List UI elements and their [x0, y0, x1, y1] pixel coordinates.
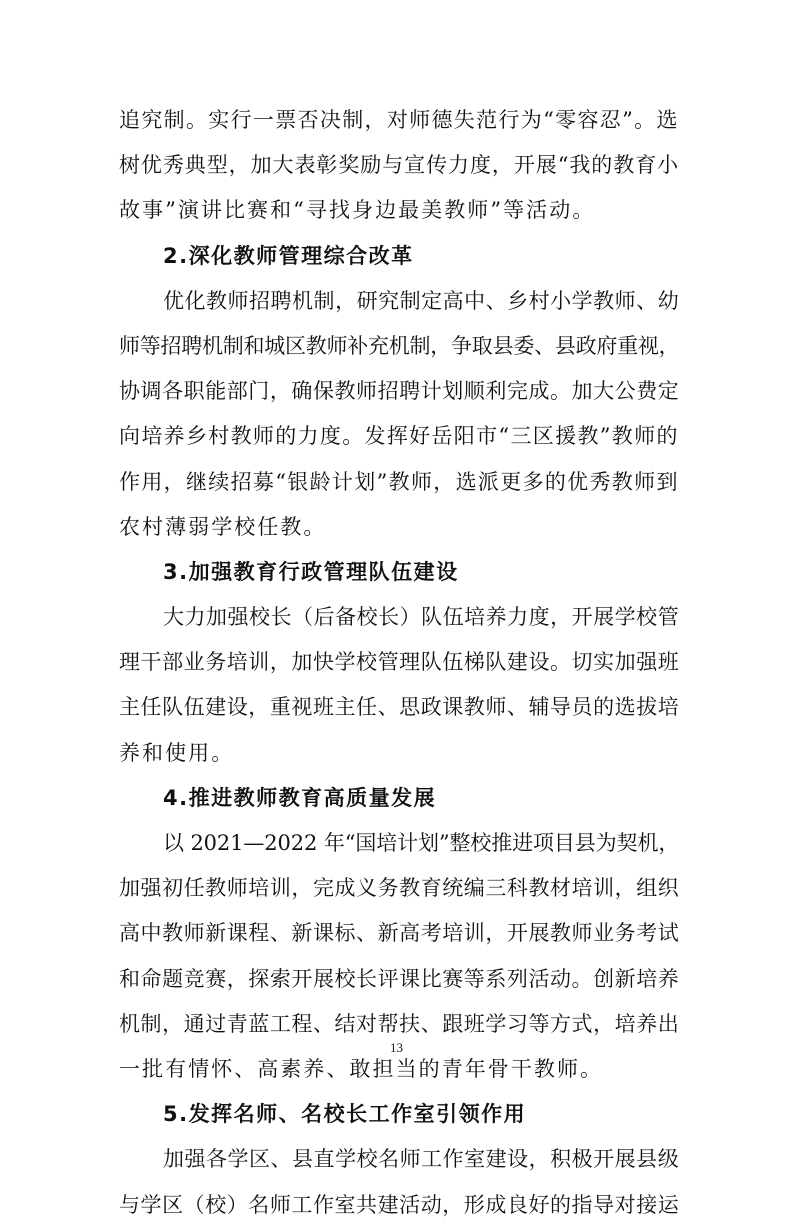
body-line: 和命题竞赛，探索开展校长评课比赛等系列活动。创新培养: [119, 966, 680, 991]
body-line: 高中教师新课程、新课标、新高考培训，开展教师业务考试: [119, 921, 680, 946]
body-line: 农村薄弱学校任教。: [119, 514, 327, 539]
body-line: 机制，通过青蓝工程、结对帮扶、跟班学习等方式，培养出: [119, 1011, 680, 1036]
page-number: 13: [390, 1040, 403, 1055]
body-line: 协调各职能部门，确保教师招聘计划顺利完成。加大公费定: [119, 379, 680, 404]
body-line: 优化教师招聘机制，研究制定高中、乡村小学教师、幼: [163, 288, 680, 313]
body-line: 主任队伍建设，重视班主任、思政课教师、辅导员的选拔培: [119, 695, 680, 720]
body-line: 向培养乡村教师的力度。发挥好岳阳市“三区援教”教师的: [119, 424, 679, 449]
body-line: 故事”演讲比赛和“寻找身边最美教师”等活动。: [119, 198, 596, 223]
body-line: 加强各学区、县直学校名师工作室建设，积极开展县级: [163, 1147, 680, 1172]
body-line: 大力加强校长（后备校长）队伍培养力度，开展学校管: [163, 605, 680, 630]
body-line: 加强初任教师培训，完成义务教育统编三科教材培训，组织: [119, 876, 680, 901]
body-line: 一批有情怀、高素养、敢担当的青年骨干教师。: [119, 1056, 604, 1081]
section-heading-3: 3.加强教育行政管理队伍建设: [163, 559, 459, 584]
body-line: 树优秀典型，加大表彰奖励与宣传力度，开展“我的教育小: [119, 153, 680, 178]
section-heading-2: 2.深化教师管理综合改革: [163, 243, 414, 268]
section-heading-4: 4.推进教师教育高质量发展: [163, 785, 437, 810]
body-line: 以 2021—2022 年“国培计划”整校推进项目县为契机，: [163, 831, 680, 855]
body-line: 师等招聘机制和城区教师补充机制，争取县委、县政府重视，: [119, 333, 680, 358]
document-body: [119, 98, 679, 1228]
body-line: 追究制。实行一票否决制，对师德失范行为“零容忍”。选: [119, 108, 679, 132]
section-heading-5: 5.发挥名师、名校长工作室引领作用: [163, 1102, 527, 1127]
body-line: 与学区（校）名师工作室共建活动，形成良好的指导对接运: [119, 1192, 680, 1217]
body-line: 养和使用。: [119, 740, 235, 765]
body-line: 理干部业务培训，加快学校管理队伍梯队建设。切实加强班: [119, 650, 680, 675]
body-line: 作用，继续招募“银龄计划”教师，选派更多的优秀教师到: [119, 469, 679, 494]
